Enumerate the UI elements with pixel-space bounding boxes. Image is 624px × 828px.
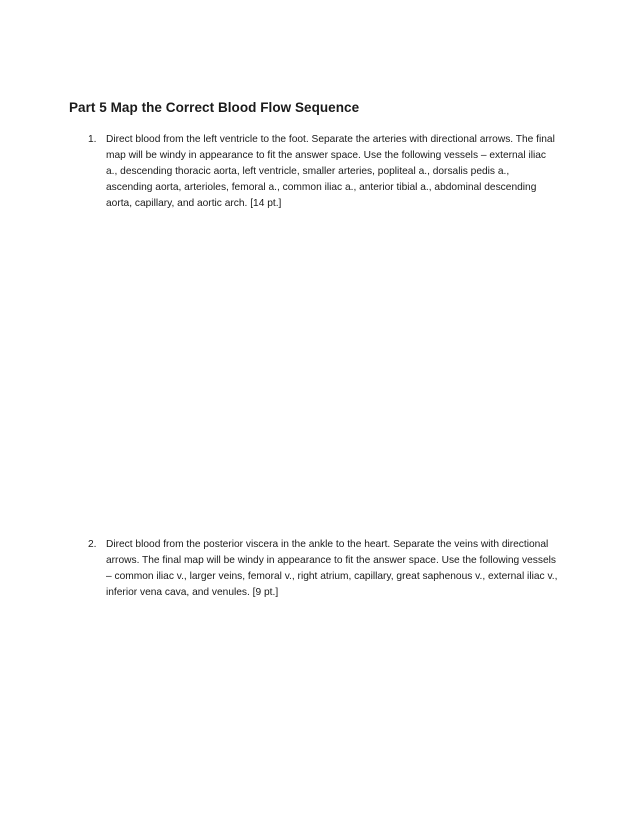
question-1: [88, 132, 558, 212]
question-number: 2.: [88, 539, 97, 550]
question-text: Direct blood from the posterior viscera in the ankle to the heart. Separate the veins with directional arrows. The final map will be windy in appearance to fit the answer space. Use the following vessels – common iliac v., larger veins, femoral v., right atrium, capillary, great saphenous v., external iliac v., inferior vena cava, and venules. [9 pt.]: [106, 539, 558, 598]
question-number: 1.: [88, 134, 97, 145]
section-title: Part 5 Map the Correct Blood Flow Sequence: [69, 100, 360, 115]
question-2: [88, 537, 558, 601]
question-text: Direct blood from the left ventricle to the foot. Separate the arteries with directional arrows. The final map will be windy in appearance to fit the answer space. Use the following vessels – external iliac a., descending thoracic aorta, left ventricle, smaller arteries, popliteal a., dorsalis pedis a., ascending aorta, arterioles, femoral a., common iliac a., anterior tibial a., abdominal descending aorta, capillary, and aortic arch. [14 pt.]: [106, 134, 555, 209]
